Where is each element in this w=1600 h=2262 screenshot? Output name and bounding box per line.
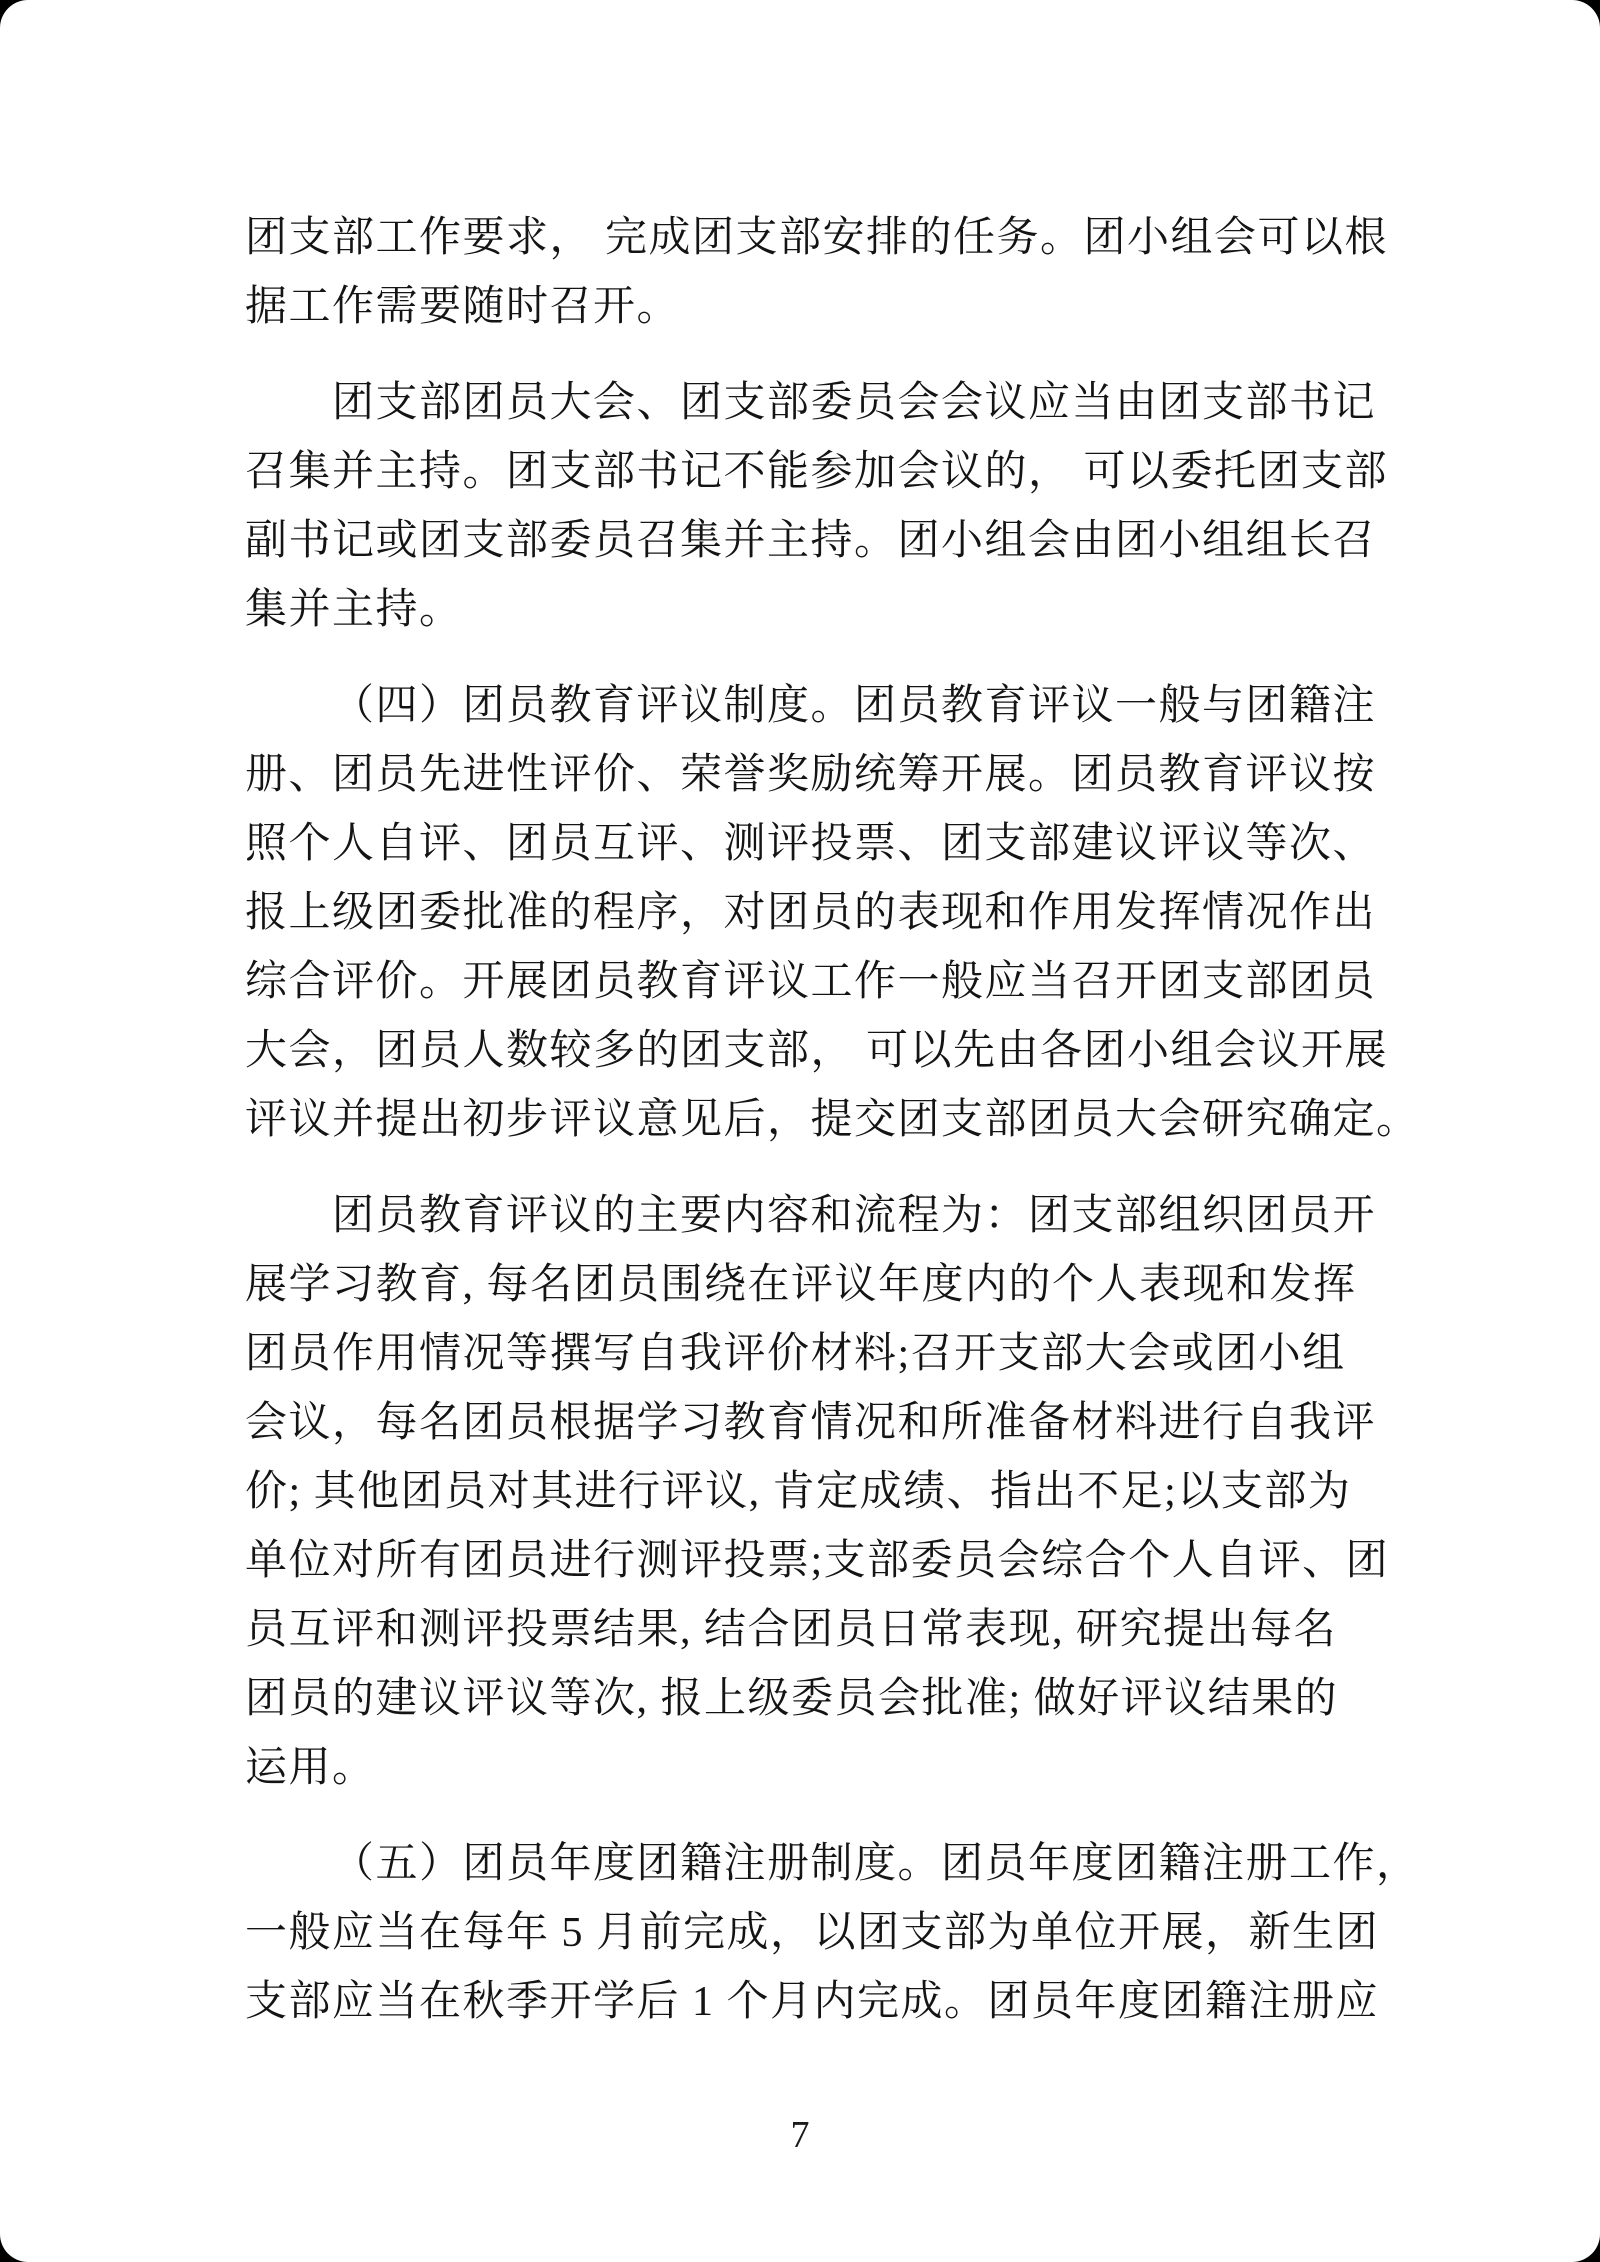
document-body <box>245 204 1435 2064</box>
text-line: 展学习教育, 每名团员围绕在评议年度内的个人表现和发挥 <box>245 1262 1357 1308</box>
text-line: 大会，团员人数较多的团支部， 可以先由各团小组会议开展 <box>245 1028 1389 1074</box>
paragraph <box>245 672 1435 1155</box>
paragraph <box>245 204 1435 342</box>
text-line: 团员教育评议的主要内容和流程为：团支部组织团员开 <box>332 1193 1377 1239</box>
text-line: 召集并主持。团支部书记不能参加会议的， 可以委托团支部 <box>245 449 1389 495</box>
text-line: （四）团员教育评议制度。团员教育评议一般与团籍注 <box>332 683 1377 729</box>
text-line: 单位对所有团员进行测评投票;支部委员会综合个人自评、团 <box>245 1538 1390 1584</box>
paragraph <box>245 369 1435 645</box>
text-line: 团支部工作要求， 完成团支部安排的任务。团小组会可以根 <box>245 215 1389 261</box>
paragraph <box>245 1182 1435 1803</box>
text-line: 运用。 <box>245 1745 376 1791</box>
text-line: 团员的建议评议等次, 报上级委员会批准; 做好评议结果的 <box>245 1676 1339 1722</box>
text-line: 评议并提出初步评议意见后，提交团支部团员大会研究确定。 <box>245 1097 1420 1143</box>
text-line: 会议，每名团员根据学习教育情况和所准备材料进行自我评 <box>245 1400 1377 1446</box>
text-line: 综合评价。开展团员教育评议工作一般应当召开团支部团员 <box>245 959 1377 1005</box>
text-line: 据工作需要随时召开。 <box>245 284 681 330</box>
text-line: 报上级团委批准的程序，对团员的表现和作用发挥情况作出 <box>245 890 1377 936</box>
text-line: 册、团员先进性评价、荣誉奖励统筹开展。团员教育评议按 <box>245 752 1377 798</box>
page-number: 7 <box>790 2114 810 2156</box>
text-line: 员互评和测评投票结果, 结合团员日常表现, 研究提出每名 <box>245 1607 1338 1653</box>
text-line: 支部应当在秋季开学后 1 个月内完成。团员年度团籍注册应 <box>245 1979 1380 2025</box>
text-line: 团支部团员大会、团支部委员会会议应当由团支部书记 <box>332 380 1377 426</box>
text-line: 价; 其他团员对其进行评议, 肯定成绩、指出不足;以支部为 <box>245 1469 1352 1515</box>
text-line: 集并主持。 <box>245 587 463 633</box>
page-footer <box>0 2112 1600 2158</box>
text-line: 照个人自评、团员互评、测评投票、团支部建议评议等次、 <box>245 821 1377 867</box>
text-line: 一般应当在每年 5 月前完成，以团支部为单位开展，新生团 <box>245 1910 1380 1956</box>
text-line: 副书记或团支部委员召集并主持。团小组会由团小组组长召 <box>245 518 1377 564</box>
paragraph <box>245 1830 1435 2037</box>
text-line: （五）团员年度团籍注册制度。团员年度团籍注册工作， <box>332 1841 1420 1887</box>
text-line: 团员作用情况等撰写自我评价材料;召开支部大会或团小组 <box>245 1331 1346 1377</box>
